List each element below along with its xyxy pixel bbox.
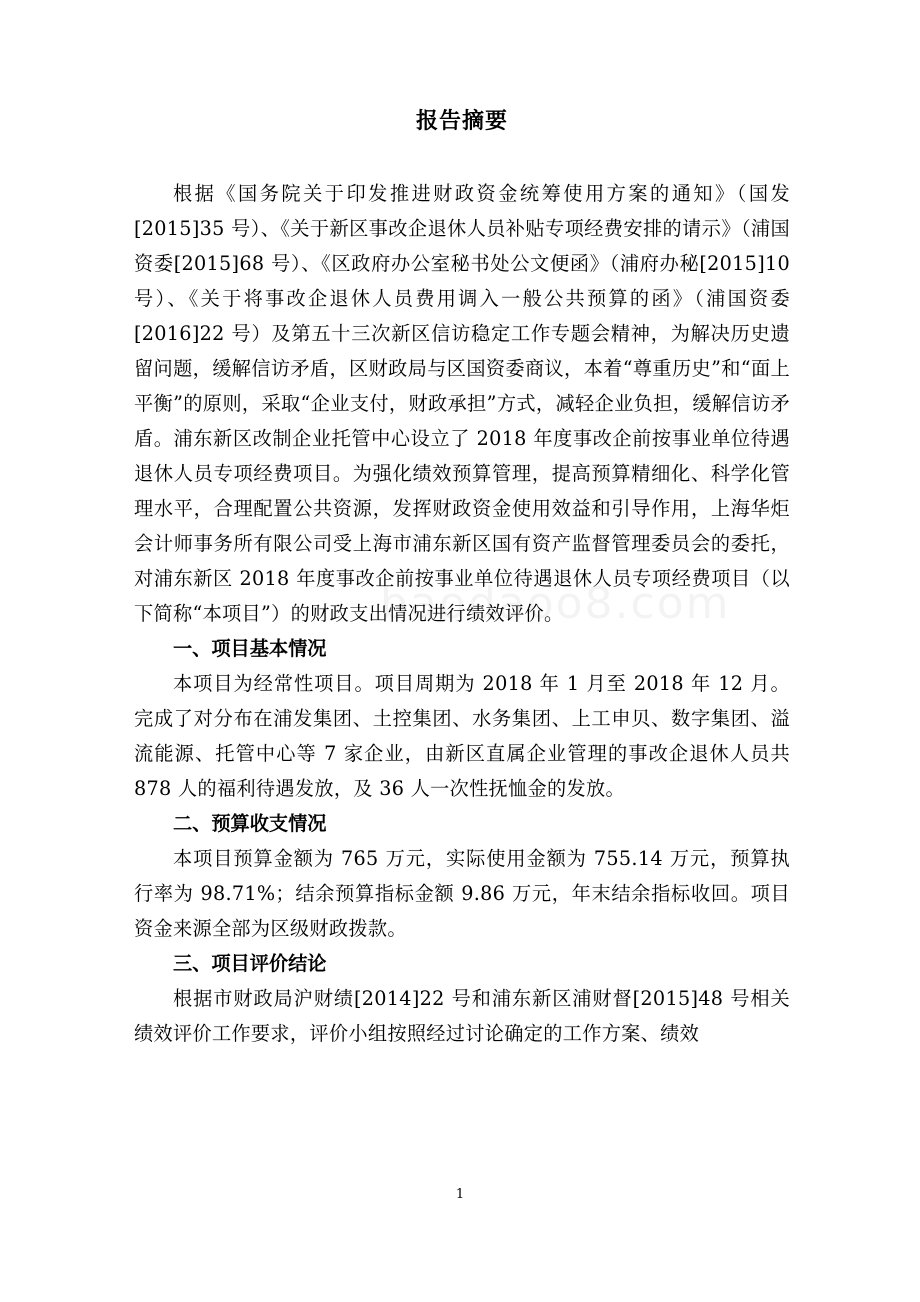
section-heading-project-basics: 一、项目基本情况: [173, 637, 327, 660]
section-body-conclusion: 根据市财政局沪财绩[2014]22 号和浦东新区浦财督[2015]48 号相关绩效评价工作要求，评价小组按照经过讨论确定的工作方案、绩效: [134, 987, 790, 1045]
section-heading-conclusion: 三、项目评价结论: [173, 952, 327, 975]
section-body-project-basics: 本项目为经常性项目。项目周期为 2018 年 1 月至 2018 年 12 月。完成了对分布在浦发集团、土控集团、水务集团、上工申贝、数字集团、溢流能源、托管中心等 7 家企业，由新区直属企业管理的事改企退休人员共 878 人的福利待遇发放，及 36 人一次性抚恤金的发放。: [134, 672, 790, 800]
document-body: [134, 102, 790, 1051]
page-number: 1: [455, 1187, 465, 1202]
intro-paragraph: 根据《国务院关于印发推进财政资金统筹使用方案的通知》（国发[2015]35 号）、《关于新区事改企退休人员补贴专项经费安排的请示》（浦国资委[2015]68 号）、《区政府办公室秘书处公文便函》（浦府办秘[2015]10 号）、《关于将事改企退休人员费用调入一般公共预算的函》（浦国资委[2016]22 号）及第五十三次新区信访稳定工作专题会精神，为解决历史遗留问题，缓解信访矛盾，区财政局与区国资委商议，本着“尊重历史”和“面上平衡”的原则，采取“企业支付，财政承担”方式，减轻企业负担，缓解信访矛盾。浦东新区改制企业托管中心设立了 2018 年度事改企前按事业单位待遇退休人员专项经费项目。为强化绩效预算管理，提高预算精细化、科学化管理水平，合理配置公共资源，发挥财政资金使用效益和引导作用，上海华炬会计师事务所有限公司受上海市浦东新区国有资产监督管理委员会的委托，对浦东新区 2018 年度事改企前按事业单位待遇退休人员专项经费项目（以下简称“本项目”）的财政支出情况进行绩效评价。: [134, 182, 790, 625]
report-title: 报告摘要: [415, 109, 508, 134]
section-body-budget: 本项目预算金额为 765 万元，实际使用金额为 755.14 万元，预算执行率为 98.71%；结余预算指标金额 9.86 万元，年末结余指标收回。项目资金来源全部为区级财政拨款。: [134, 847, 790, 940]
section-heading-budget: 二、预算收支情况: [173, 812, 327, 835]
